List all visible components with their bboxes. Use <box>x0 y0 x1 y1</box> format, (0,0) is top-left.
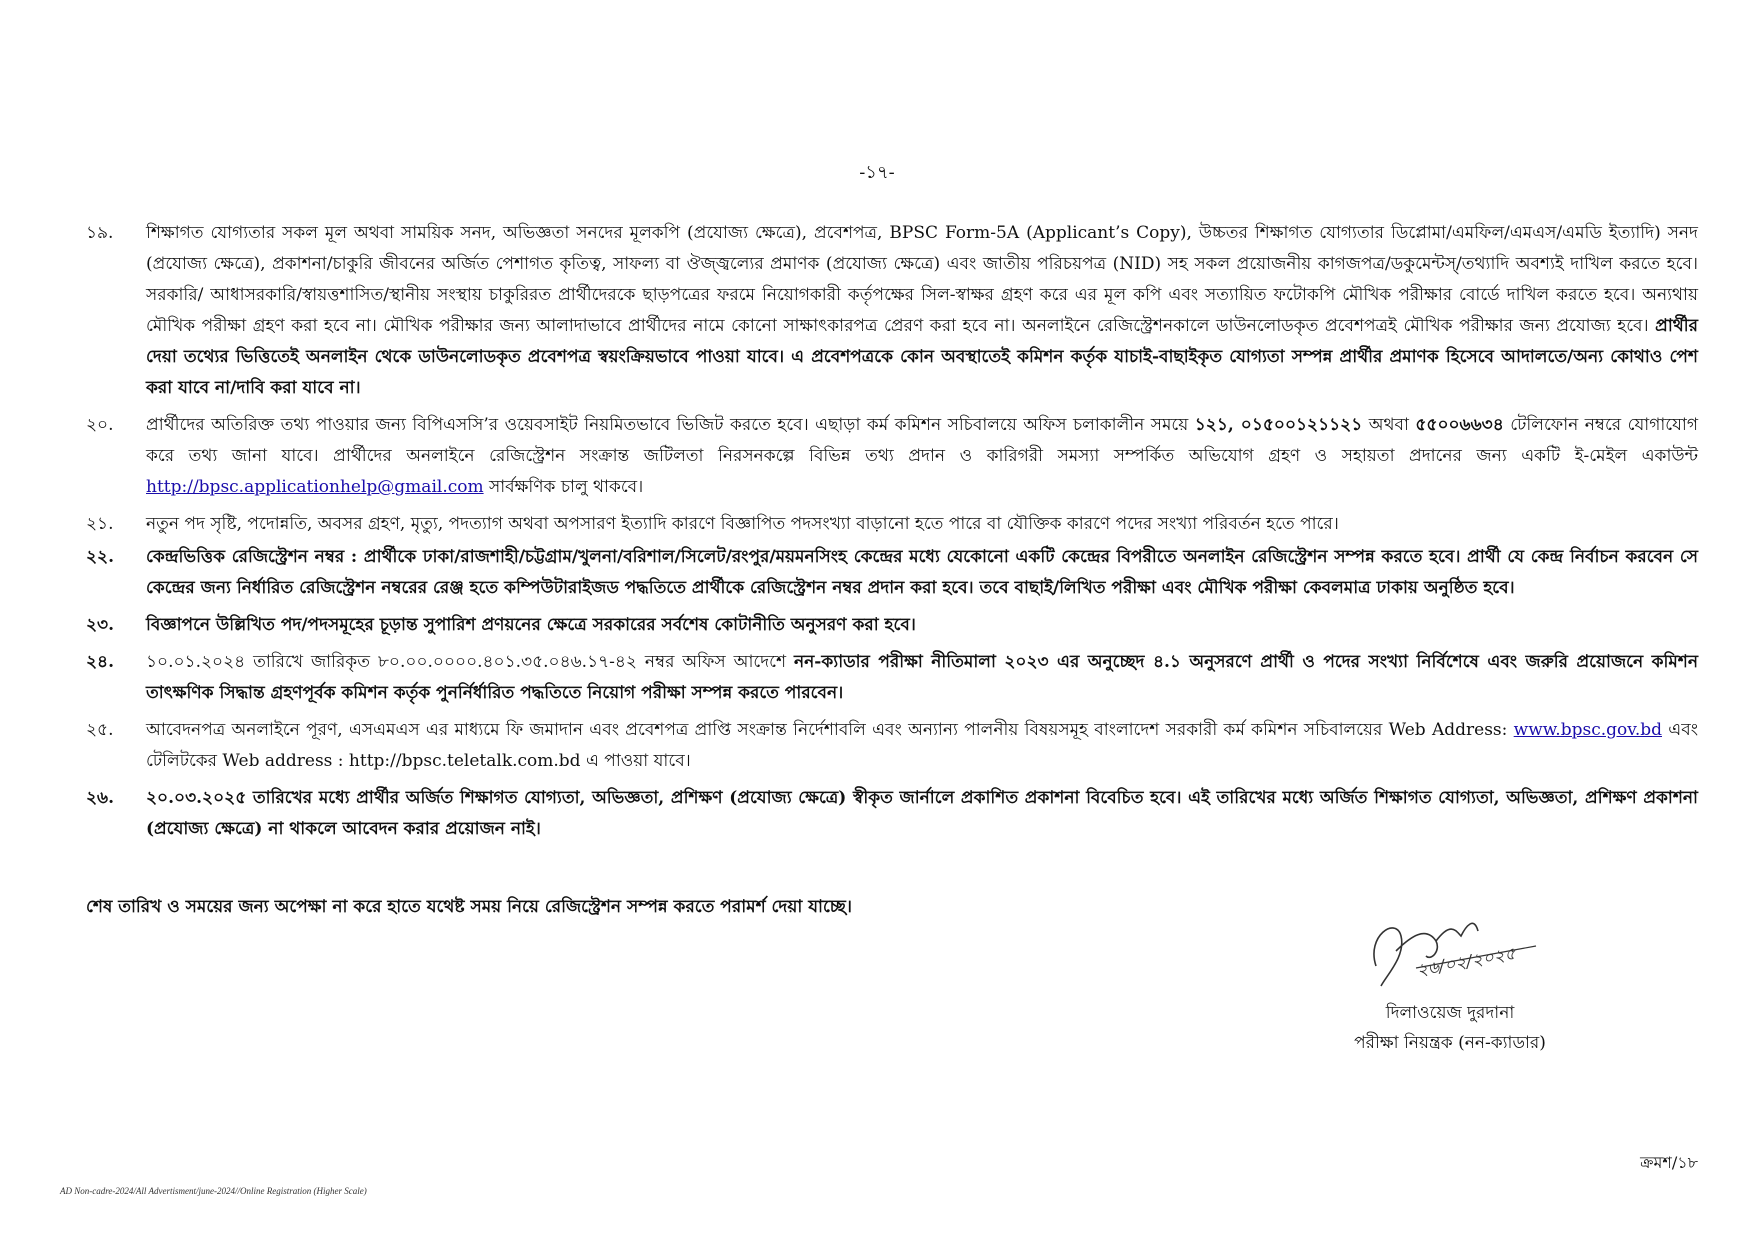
phone-numbers: ১২১, ০১৫০০১২১১২১ <box>1194 415 1363 435</box>
clause-list <box>86 218 1698 851</box>
clause-19 <box>86 218 1698 404</box>
clause-number: ২৬. <box>86 788 115 808</box>
clause-number: ২৪. <box>86 652 115 672</box>
clause-20 <box>86 410 1698 503</box>
clause-24 <box>86 647 1698 709</box>
clause-text-regular: আবেদনপত্র অনলাইনে পূরণ, এসএমএস এর মাধ্যমে ফি জমাদান এবং প্রবেশপত্র প্রাপ্তি সংক্রান্ত নির্দেশাবলি এবং অন্যান্য পালনীয় বিষয়সমূহ বাংলাদেশ সরকারী কর্ম কমিশন সচিবালয়ের Web Address: <box>146 720 1508 740</box>
clause-number: ১৯. <box>86 223 114 243</box>
signature-date: ২৬/০২/২০২৫ <box>1415 943 1518 981</box>
clause-text: নতুন পদ সৃষ্টি, পদোন্নতি, অবসর গ্রহণ, মৃত্যু, পদত্যাগ অথবা অপসারণ ইত্যাদি কারণে বিজ্ঞাপিত পদসংখ্যা বাড়ানো হতে পারে বা যৌক্তিক কারণে পদের সংখ্যা পরিবর্তন হতে পারে। <box>146 514 1339 534</box>
closing-note: শেষ তারিখ ও সময়ের জন্য অপেক্ষা না করে হাতে যথেষ্ট সময় নিয়ে রেজিস্ট্রেশন সম্পন্ন করতে পরামর্শ দেয়া যাচ্ছে। <box>86 897 852 917</box>
help-email-link[interactable]: http://bpsc.applicationhelp@gmail.com <box>146 477 484 497</box>
clause-number: ২৫. <box>86 720 114 740</box>
clause-25 <box>86 715 1698 777</box>
clause-text-regular: প্রার্থীদের অতিরিক্ত তথ্য পাওয়ার জন্য বিপিএসসি’র ওয়েবসাইট নিয়মিতভাবে ভিজিট করতে হবে। এছাড়া কর্ম কমিশন সচিবালয়ে অফিস চলাকালীন সময়ে <box>146 415 1189 435</box>
handwritten-signature <box>1356 906 1546 996</box>
phone-number-alt: ৫৫০০৬৬৩৪ <box>1415 415 1504 435</box>
clause-text <box>146 410 1698 503</box>
signer-title: পরীক্ষা নিয়ন্ত্রক (নন-ক্যাডার) <box>1354 1033 1546 1053</box>
bpsc-website-link[interactable]: www.bpsc.gov.bd <box>1513 720 1662 740</box>
page-number: -১৭- <box>859 162 895 183</box>
or-text: অথবা <box>1368 415 1409 435</box>
clause-number: ২১. <box>86 514 114 534</box>
clause-text-regular: ১০.০১.২০২৪ তারিখে জারিকৃত ৮০.০০.০০০০.৪০১.৩৫.০৪৬.১৭-৪২ নম্বর অফিস আদেশে <box>146 652 787 672</box>
clause-22 <box>86 542 1698 604</box>
clause-23 <box>86 610 1698 641</box>
clause-text-bold: বিজ্ঞাপনে উল্লিখিত পদ/পদসমূহের চূড়ান্ত সুপারিশ প্রণয়নের ক্ষেত্রে সরকারের সর্বশেষ কোটানীতি অনুসরণ করা হবে। <box>146 615 916 635</box>
clause-text-bold: নন-ক্যাডার পরীক্ষা নীতিমালা ২০২৩ এর অনুচ্ছেদ ৪.১ অনুসরণে প্রার্থী ও পদের সংখ্যা নির্বিশেষে এবং জরুরি প্রয়োজনে কমিশন তাৎক্ষণিক সিদ্ধান্ত গ্রহণপূর্বক কমিশন কর্তৃক পুনর্নির্ধারিত পদ্ধতিতে নিয়োগ পরীক্ষা সম্পন্ন করতে পারবেন। <box>146 652 1698 703</box>
clause-text-regular: শিক্ষাগত যোগ্যতার সকল মূল অথবা সাময়িক সনদ, অভিজ্ঞতা সনদের মূলকপি (প্রযোজ্য ক্ষেত্রে), প্রবেশপত্র, BPSC Form-5A (Applicant’s Copy), উচ্চতর শিক্ষাগত যোগ্যতার ডিপ্লোমা/এমফিল/এমএস/এমডি ইত্যাদি) সনদ (প্রযোজ্য ক্ষেত্রে), প্রকাশনা/চাকুরি জীবনের অর্জিত পেশাগত কৃতিত্ব, সাফল্য বা ঔজ্জ্বল্যের প্রমাণক (প্রযোজ্য ক্ষেত্রে) এবং জাতীয় পরিচয়পত্র (NID) সহ সকল প্রয়োজনীয় কাগজপত্র/ডকুমেন্টস্/তথ্যাদি অবশ্যই দাখিল করতে হবে। সরকারি/ আধাসরকারি/স্বায়ত্তশাসিত/স্থানীয় সংস্থায় চাকুরিরত প্রার্থীদেরকে ছাড়পত্রের ফরমে নিয়োগকারী কর্তৃপক্ষের সিল-স্বাক্ষর গ্রহণ করে এর মূল কপি এবং সত্যায়িত ফটোকপি মৌখিক পরীক্ষার বোর্ডে দাখিল করতে হবে। অন্যথায় মৌখিক পরীক্ষা গ্রহণ করা হবে না। মৌখিক পরীক্ষার জন্য আলাদাভাবে প্রার্থীদের নামে কোনো সাক্ষাৎকারপত্র প্রেরণ করা হবে না। অনলাইনে রেজিস্ট্রেশনকালে ডাউনলোডকৃত প্রবেশপত্রই মৌখিক পরীক্ষার জন্য প্রযোজ্য হবে। <box>146 223 1698 336</box>
clause-text <box>146 647 1698 709</box>
clause-text-regular: সার্বক্ষণিক চালু থাকবে। <box>489 477 644 497</box>
clause-number: ২০. <box>86 415 114 435</box>
footer-file-path: AD Non-cadre-2024/All Advertisment/june-2024//Online Registration (Higher Scale) <box>60 1186 367 1196</box>
clause-21 <box>86 509 1698 540</box>
clause-26 <box>86 783 1698 845</box>
clause-text-regular: এবং টেলিটকের Web address : http://bpsc.teletalk.com.bd এ পাওয়া যাবে। <box>146 720 1699 771</box>
clause-text <box>146 715 1698 777</box>
clause-text-bold: ২০.০৩.২০২৫ তারিখের মধ্যে প্রার্থীর অর্জিত শিক্ষাগত যোগ্যতা, অভিজ্ঞতা, প্রশিক্ষণ (প্রযোজ্য ক্ষেত্রে) স্বীকৃত জার্নালে প্রকাশিত প্রকাশনা বিবেচিত হবে। এই তারিখের মধ্যে অর্জিত শিক্ষাগত যোগ্যতা, অভিজ্ঞতা, প্রশিক্ষণ প্রকাশনা (প্রযোজ্য ক্ষেত্রে) না থাকলে আবেদন করার প্রয়োজন নাই। <box>146 788 1698 839</box>
clause-text <box>146 218 1698 404</box>
clause-text-regular: টেলিফোন নম্বরে যোগাযোগ করে তথ্য জানা যাবে। প্রার্থীদের অনলাইনে রেজিস্ট্রেশন সংক্রান্ত জটিলতা নিরসনকল্পে বিভিন্ন তথ্য প্রদান ও কারিগরী সমস্যা সম্পর্কিত অভিযোগ গ্রহণ ও সহায়তা প্রদানের জন্য একটি ই-মেইল একাউন্ট <box>146 415 1699 466</box>
signature-block <box>1300 900 1600 1090</box>
signer-name: দিলাওয়েজ দুরদানা <box>1385 1003 1515 1023</box>
continued-marker: ক্রমশ/১৮ <box>1640 1153 1698 1172</box>
clause-text-bold: কেন্দ্রভিত্তিক রেজিস্ট্রেশন নম্বর : প্রার্থীকে ঢাকা/রাজশাহী/চট্টগ্রাম/খুলনা/বরিশাল/সিলেট/রংপুর/ময়মনসিংহ কেন্দ্রের মধ্যে যেকোনো একটি কেন্দ্রের বিপরীতে অনলাইন রেজিস্ট্রেশন সম্পন্ন করতে হবে। প্রার্থী যে কেন্দ্র নির্বাচন করবেন সে কেন্দ্রের জন্য নির্ধারিত রেজিস্ট্রেশন নম্বরের রেঞ্জ হতে কম্পিউটারাইজড পদ্ধতিতে প্রার্থীকে রেজিস্ট্রেশন নম্বর প্রদান করা হবে। তবে বাছাই/লিখিত পরীক্ষা এবং মৌখিক পরীক্ষা কেবলমাত্র ঢাকায় অনুষ্ঠিত হবে। <box>146 547 1698 598</box>
clause-number: ২৩. <box>86 615 115 635</box>
clause-number: ২২. <box>86 547 115 567</box>
clause-text-bold: প্রার্থীর দেয়া তথ্যের ভিত্তিতেই অনলাইন থেকে ডাউনলোডকৃত প্রবেশপত্র স্বয়ংক্রিয়ভাবে পাওয়া যাবে। এ প্রবেশপত্রকে কোন অবস্থাতেই কমিশন কর্তৃক যাচাই-বাছাইকৃত যোগ্যতা সম্পন্ন প্রার্থীর প্রমাণক হিসেবে আদালতে/অন্য কোথাও পেশ করা যাবে না/দাবি করা যাবে না। <box>146 316 1698 398</box>
